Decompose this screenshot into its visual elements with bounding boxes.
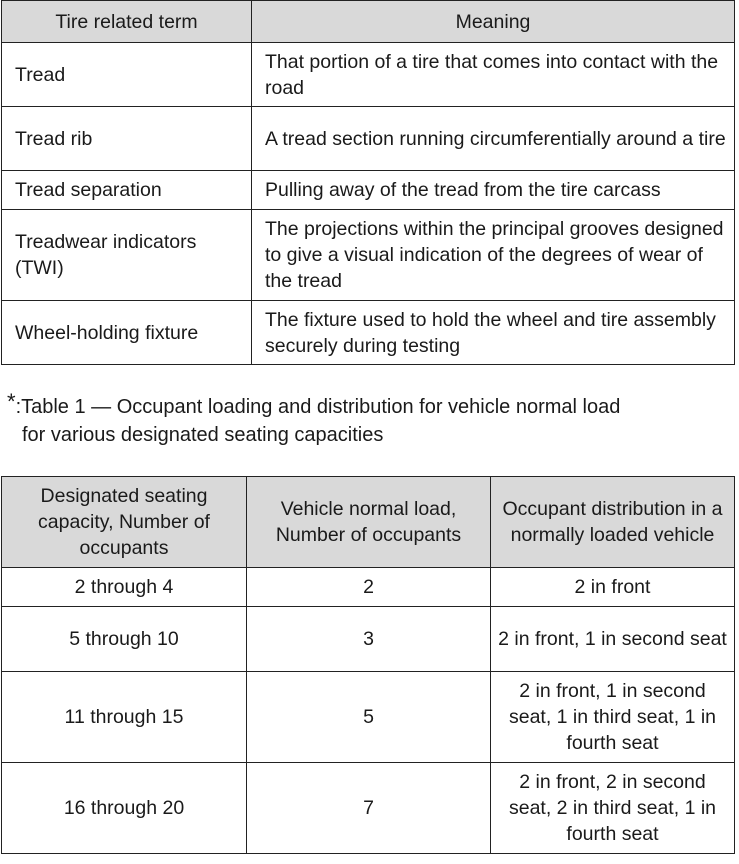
column-header-load: Vehicle normal load, Number of occupants (247, 477, 491, 568)
column-header-term: Tire related term (2, 1, 252, 43)
column-header-meaning: Meaning (252, 1, 735, 43)
term-cell: Tread (2, 43, 252, 107)
column-header-capacity: Designated seating capacity, Number of occupants (2, 477, 247, 568)
load-cell: 2 (247, 568, 491, 607)
table-row (2, 210, 735, 301)
term-cell: Tread separation (2, 171, 252, 210)
meaning-cell: A tread section running circumferentially around a tire (252, 107, 735, 171)
meaning-cell: Pulling away of the tread from the tire carcass (252, 171, 735, 210)
load-cell: 3 (247, 607, 491, 672)
tire-terms-table (1, 0, 735, 365)
load-cell: 5 (247, 672, 491, 763)
term-cell: Tread rib (2, 107, 252, 171)
meaning-cell: The fixture used to hold the wheel and tire assembly securely during testing (252, 301, 735, 365)
occupant-loading-table (1, 476, 735, 854)
table-row (2, 763, 735, 854)
load-cell: 7 (247, 763, 491, 854)
table-row (2, 607, 735, 672)
column-header-distribution: Occupant distribution in a normally loaded vehicle (491, 477, 735, 568)
table-row (2, 568, 735, 607)
term-cell: Wheel-holding fixture (2, 301, 252, 365)
table-row (2, 672, 735, 763)
caption-text-1: :Table 1 — Occupant loading and distribution for vehicle normal load (15, 396, 621, 418)
table-header-row (2, 477, 735, 568)
distribution-cell: 2 in front, 2 in second seat, 2 in third seat, 1 in fourth seat (491, 763, 735, 854)
distribution-cell: 2 in front, 1 in second seat, 1 in third seat, 1 in fourth seat (491, 672, 735, 763)
table-row (2, 171, 735, 210)
meaning-cell: The projections within the principal grooves designed to give a visual indication of the degrees of wear of the tread (252, 210, 735, 301)
capacity-cell: 16 through 20 (2, 763, 247, 854)
table-caption (7, 389, 729, 449)
meaning-cell: That portion of a tire that comes into contact with the road (252, 43, 735, 107)
capacity-cell: 2 through 4 (2, 568, 247, 607)
table-header-row (2, 1, 735, 43)
distribution-cell: 2 in front, 1 in second seat (491, 607, 735, 672)
caption-line-2: for various designated seating capacities (22, 424, 384, 446)
caption-line-1 (7, 389, 729, 421)
distribution-cell: 2 in front (491, 568, 735, 607)
capacity-cell: 5 through 10 (2, 607, 247, 672)
table-row (2, 301, 735, 365)
term-cell: Treadwear indicators (TWI) (2, 210, 252, 301)
table-row (2, 43, 735, 107)
capacity-cell: 11 through 15 (2, 672, 247, 763)
table-row (2, 107, 735, 171)
footnote-marker: * (7, 389, 16, 414)
